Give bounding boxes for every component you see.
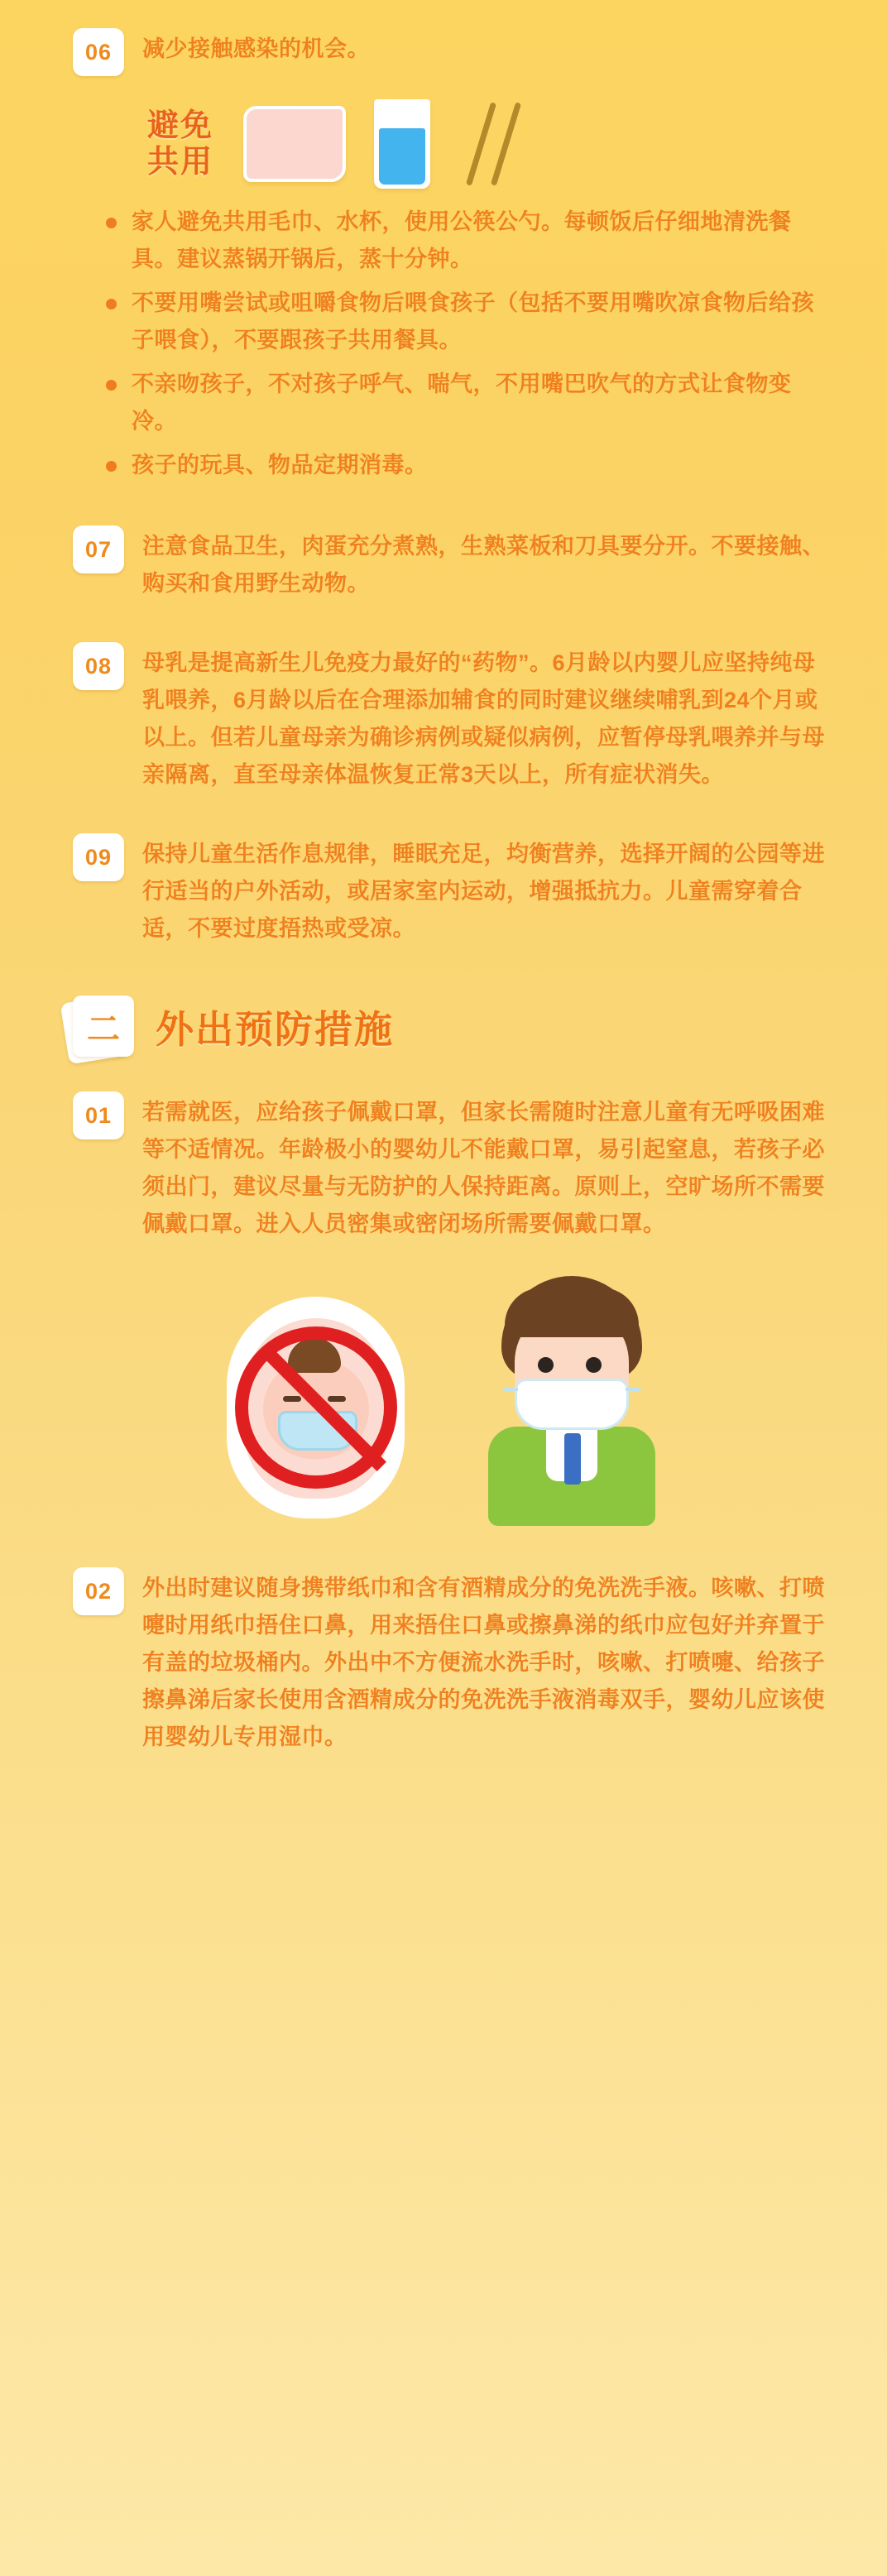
section-title: 外出预防措施	[156, 1008, 394, 1051]
avoid-label-line2: 共用	[147, 145, 214, 180]
section-badge-front-card: 二	[73, 995, 134, 1057]
list-item	[106, 366, 826, 440]
list-item	[0, 833, 887, 947]
item-number-badge: 07	[73, 525, 124, 573]
avoid-sharing-illustration	[0, 76, 887, 197]
avoid-label-line1: 避免	[147, 108, 214, 143]
avoid-sharing-label	[147, 108, 213, 180]
bullet-dot-icon	[106, 299, 117, 309]
mask-illustration	[0, 1243, 887, 1539]
item-text: 注意食品卫生，肉蛋充分煮熟，生熟菜板和刀具要分开。不要接触、购买和食用野生动物。	[142, 534, 825, 596]
item-text: 外出时建议随身携带纸巾和含有酒精成分的免洗洗手液。咳嗽、打喷嚏时用纸巾捂住口鼻，用来捂住口鼻或擦鼻涕的纸巾应包好并弃置于有盖的垃圾桶内。外出中不方便流水洗手时，咳嗽、打喷嚏、给孩子擦鼻涕后家长使用含酒精成分的免洗洗手液消毒双手，婴幼儿应该使用婴幼儿专用湿巾。	[142, 1576, 825, 1749]
item-text: 减少接触感染的机会。	[142, 36, 370, 61]
section-number-badge	[65, 992, 134, 1062]
bullet-text: 不要用嘴尝试或咀嚼食物后喂食孩子（包括不要用嘴吹凉食物后给孩子喂食），不要跟孩子共用餐具。	[132, 290, 814, 353]
item-number-badge: 08	[73, 642, 124, 690]
list-item	[0, 1091, 887, 1243]
bullet-text: 孩子的玩具、物品定期消毒。	[132, 453, 428, 477]
list-item	[0, 642, 887, 794]
towel-icon	[243, 106, 346, 182]
list-item	[0, 1567, 887, 1806]
item-text: 若需就医，应给孩子佩戴口罩，但家长需随时注意儿童有无呼吸困难等不适情况。年龄极小的婴幼儿不能戴口罩，易引起窒息，若孩子必须出门，建议尽量与无防护的人保持距离。原则上，空旷场所不需要佩戴口罩。进入人员密集或密闭场所需要佩戴口罩。	[142, 1100, 825, 1236]
item-number-badge: 06	[73, 28, 124, 76]
item-number-badge: 02	[73, 1567, 124, 1615]
bullet-text: 家人避免共用毛巾、水杯，使用公筷公勺。每顿饭后仔细地清洗餐具。建议蒸锅开锅后，蒸十分钟。	[132, 209, 792, 271]
bullet-dot-icon	[106, 380, 117, 391]
baby-no-mask-forbidden-icon	[212, 1288, 419, 1524]
list-item	[106, 285, 826, 359]
item-text: 母乳是提高新生儿免疫力最好的“药物”。6月龄以内婴儿应坚持纯母乳喂养，6月龄以后在合理添加辅食的同时建议继续哺乳到24个月或以上。但若儿童母亲为确诊病例或疑似病例，应暂停母乳喂养并与母亲隔离，直至母亲体温恢复正常3天以上，所有症状消失。	[142, 650, 825, 787]
list-item	[0, 28, 887, 76]
forbidden-sign-icon	[235, 1326, 397, 1489]
list-item	[106, 204, 826, 278]
bullet-text: 不亲吻孩子，不对孩子呼气、喘气，不用嘴巴吹气的方式让食物变冷。	[132, 372, 792, 434]
bullet-dot-icon	[106, 218, 117, 228]
bullet-dot-icon	[106, 461, 117, 472]
section-header	[0, 947, 887, 1067]
list-item	[0, 525, 887, 602]
list-item	[106, 447, 826, 484]
item-number-badge: 01	[73, 1091, 124, 1139]
water-glass-icon	[374, 99, 430, 189]
item-06-bullets	[0, 197, 887, 484]
chopsticks-icon	[463, 101, 535, 187]
boy-wearing-mask-icon	[468, 1276, 675, 1524]
item-text: 保持儿童生活作息规律，睡眠充足，均衡营养，选择开阔的公园等进行适当的户外活动，或居家室内运动，增强抵抗力。儿童需穿着合适，不要过度捂热或受凉。	[142, 842, 825, 941]
item-number-badge: 09	[73, 833, 124, 881]
